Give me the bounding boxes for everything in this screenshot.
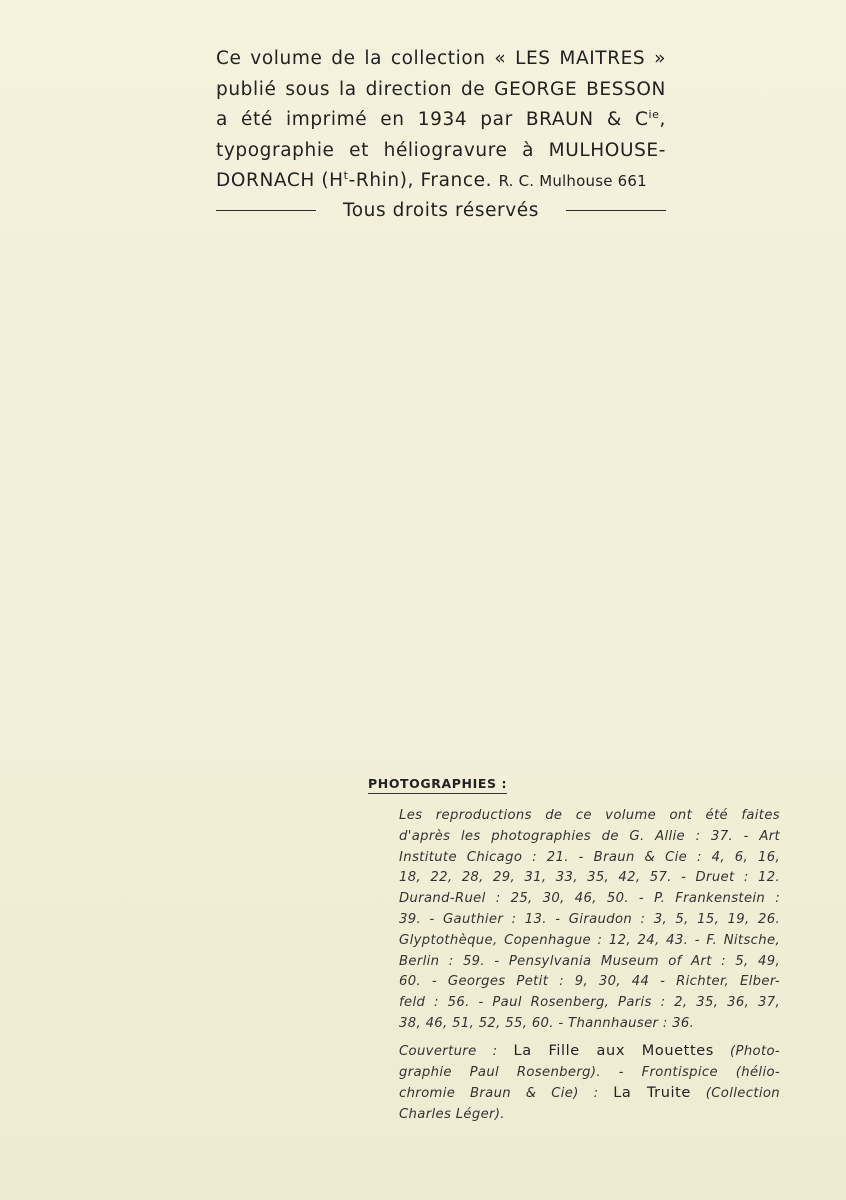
colophon-line-text: DORNACH (H xyxy=(216,170,344,191)
superscript-ie: ie xyxy=(648,107,660,121)
cover-text: chromie Braun & Cie) : xyxy=(399,1086,599,1102)
rule-left xyxy=(216,210,316,211)
cover-title: La Fille aux Mouettes xyxy=(513,1042,714,1059)
credit-line: 60. - Georges Petit : 9, 30, 44 - Richter, Elber- xyxy=(399,974,780,990)
credit-line: 18, 22, 28, 29, 31, 33, 35, 42, 57. - Druet : 12. xyxy=(399,870,780,886)
colophon xyxy=(216,44,666,226)
rule-right xyxy=(566,210,666,211)
cover-line: graphie Paul Rosenberg). - Frontispice (hélio- xyxy=(399,1064,780,1080)
photographies-heading: PHOTOGRAPHIES : xyxy=(368,776,507,794)
registry-number: R. C. Mulhouse 661 xyxy=(498,172,647,190)
frontispiece-title: La Truite xyxy=(613,1085,691,1102)
cover-credits xyxy=(399,1041,780,1126)
credit-line: d'après les photographies de G. Allie : 37. - Art xyxy=(399,828,780,844)
credit-line: Berlin : 59. - Pensylvania Museum of Art : 5, 49, xyxy=(399,953,780,969)
credit-line: 38, 46, 51, 52, 55, 60. - Thannhauser : 36. xyxy=(399,1015,695,1031)
photo-credits xyxy=(399,806,780,1126)
colophon-line xyxy=(216,105,666,136)
credit-line: Durand-Ruel : 25, 30, 46, 50. - P. Frankenstein : xyxy=(399,891,780,907)
colophon-line: Ce volume de la collection « LES MAITRES » xyxy=(216,48,666,69)
colophon-line: publié sous la direction de GEORGE BESSON xyxy=(216,78,666,100)
superscript-t: t xyxy=(343,168,349,182)
rights-line xyxy=(216,196,666,227)
rights-text: Tous droits réservés xyxy=(342,199,540,221)
cover-line xyxy=(399,1041,780,1063)
cover-line: Charles Léger). xyxy=(399,1107,505,1123)
credit-line: Glyptothèque, Copenhague : 12, 24, 43. - F. Nitsche, xyxy=(399,932,780,948)
colophon-line-text: a été imprimé en 1934 par BRAUN & C xyxy=(216,109,649,130)
credit-line: Les reproductions de ce volume ont été faites xyxy=(399,808,780,823)
colophon-line-text: -Rhin), France. xyxy=(348,170,493,191)
cover-line xyxy=(399,1083,780,1105)
comma: , xyxy=(659,109,666,130)
colophon-line xyxy=(216,166,666,197)
cover-text: (Collection xyxy=(705,1086,780,1102)
credit-line: 39. - Gauthier : 13. - Giraudon : 3, 5, 15, 19, 26. xyxy=(399,911,780,927)
cover-text: (Photo- xyxy=(730,1043,780,1059)
credit-line: feld : 56. - Paul Rosenberg, Paris : 2, 35, 36, 37, xyxy=(399,995,780,1011)
credit-line: Institute Chicago : 21. - Braun & Cie : 4, 6, 16, xyxy=(399,849,780,865)
cover-label: Couverture : xyxy=(399,1043,498,1059)
colophon-line: typographie et héliogravure à MULHOUSE- xyxy=(216,139,666,161)
